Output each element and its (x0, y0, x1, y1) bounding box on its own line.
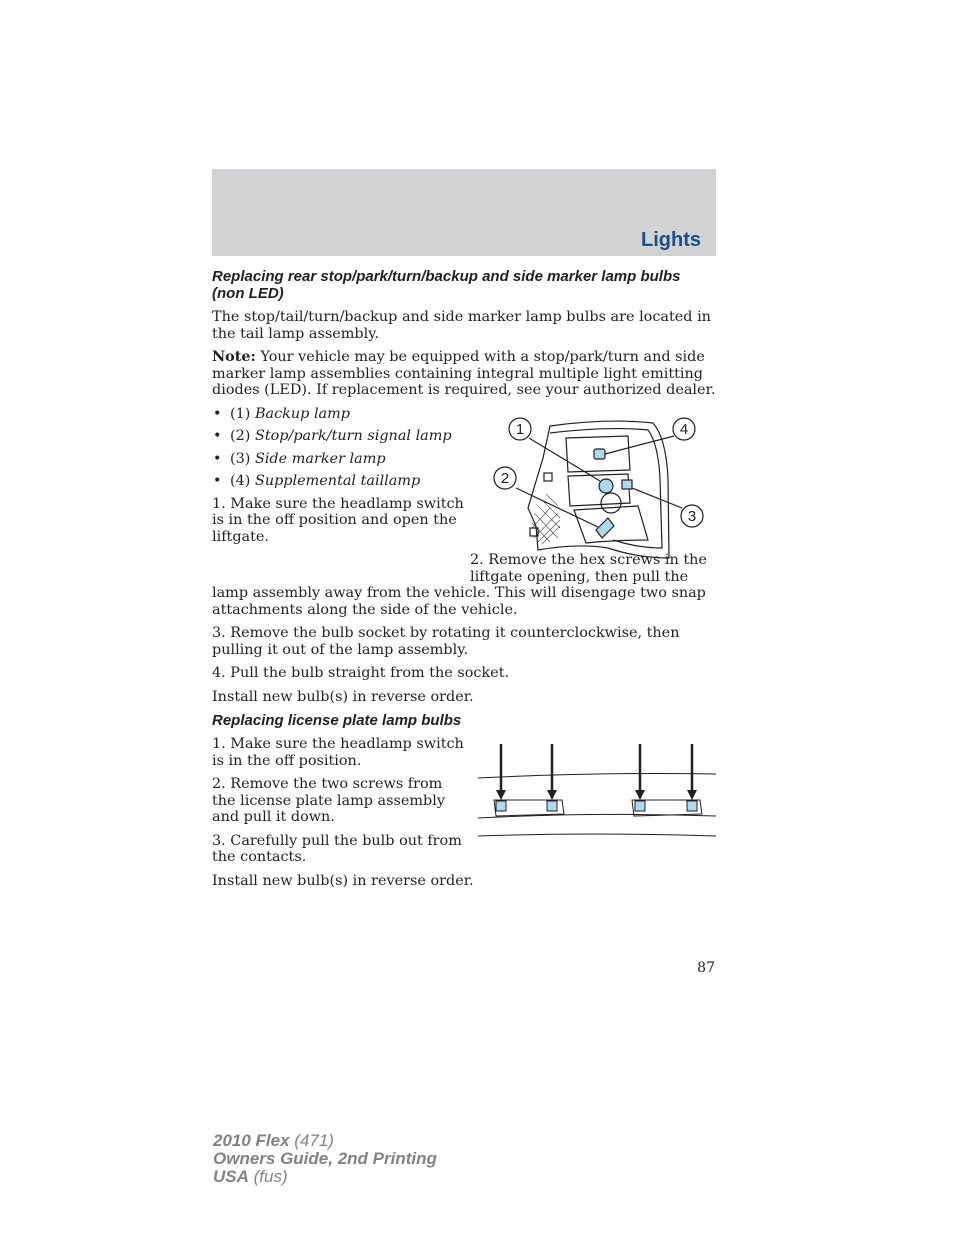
arrow-heads (496, 790, 697, 800)
screw-icon (547, 801, 557, 811)
callout-2: 2 (500, 470, 510, 487)
screw-icon (635, 801, 645, 811)
bullet-number: (4) (230, 473, 255, 489)
stop-turn-bulb (596, 518, 614, 538)
header-band (212, 169, 716, 256)
section-title: Lights (641, 229, 701, 251)
section1-install: Install new bulb(s) in reverse order. (212, 688, 474, 705)
section2-step3: 3. Carefully pull the bulb out from the contacts. (212, 832, 462, 865)
bullet-number: (1) (230, 405, 255, 422)
section2-step1: 1. Make sure the headlamp switch is in the off position. (212, 736, 464, 769)
footer-model-code: (471) (289, 1131, 334, 1150)
section1-intro: The stop/tail/turn/backup and side marker lamp bulbs are located in the tail lamp assembly. (212, 309, 711, 342)
section1-step2-text: 2. Remove the hex screws in the liftgate opening, then pull the lamp assembly away from the vehicle. This will disengage two snap attachments along the side of the vehicle. (212, 552, 707, 618)
tail-lamp-figure (488, 408, 712, 563)
note-label: Note: (212, 348, 256, 365)
page-number: 87 (697, 960, 715, 976)
footer-guide: Owners Guide, 2nd Printing (213, 1149, 437, 1168)
footer (213, 1132, 437, 1186)
footer-market: USA (213, 1167, 249, 1186)
section1-step3: 3. Remove the bulb socket by rotating it counterclockwise, then pulling it out of the lamp assembly. (212, 625, 680, 658)
bumper-top-line (478, 774, 716, 779)
callout-1: 1 (515, 421, 525, 438)
side-marker-bulb (622, 480, 632, 489)
bullet-label: Backup lamp (254, 405, 350, 422)
hex-screw-upper (544, 473, 552, 481)
text-wrap-spacer (212, 552, 470, 585)
footer-model: 2010 Flex (213, 1131, 290, 1150)
footer-market-code: (fus) (248, 1167, 288, 1186)
note-text: Your vehicle may be equipped with a stop/park/turn and side marker lamp assemblies containing integral multiple light emitting diodes (LED). If replacement is required, see your authorized dealer. (212, 349, 716, 398)
bullet-label: Side marker lamp (254, 450, 386, 467)
bullet-label: Supplemental taillamp (254, 473, 421, 489)
callout-3: 3 (687, 508, 697, 525)
screw-icon (687, 801, 697, 811)
bullet-number: (2) (230, 428, 255, 444)
supplemental-taillamp-bulb (594, 449, 605, 459)
callout-4: 4 (679, 421, 689, 438)
bullet-label: Stop/park/turn signal lamp (254, 428, 452, 444)
section1-step4: 4. Pull the bulb straight from the socket. (212, 665, 510, 681)
screw-icon (496, 801, 506, 811)
section1-heading: Replacing rear stop/park/turn/backup and side marker lamp bulbs (non LED) (212, 268, 681, 302)
section2-heading: Replacing license plate lamp bulbs (212, 712, 462, 729)
bumper-bottom-line (478, 834, 716, 836)
section2-step2: 2. Remove the two screws from the license plate lamp assembly and pull it down. (212, 776, 446, 825)
arrow-shafts (501, 744, 692, 792)
bullet-number: (3) (230, 450, 255, 467)
backup-lamp-bulb (599, 479, 613, 493)
license-plate-lamp-figure (476, 740, 718, 840)
section1-step1: 1. Make sure the headlamp switch is in the off position and open the liftgate. (212, 495, 464, 545)
note-paragraph (212, 349, 716, 399)
section2-install: Install new bulb(s) in reverse order. (212, 872, 474, 889)
